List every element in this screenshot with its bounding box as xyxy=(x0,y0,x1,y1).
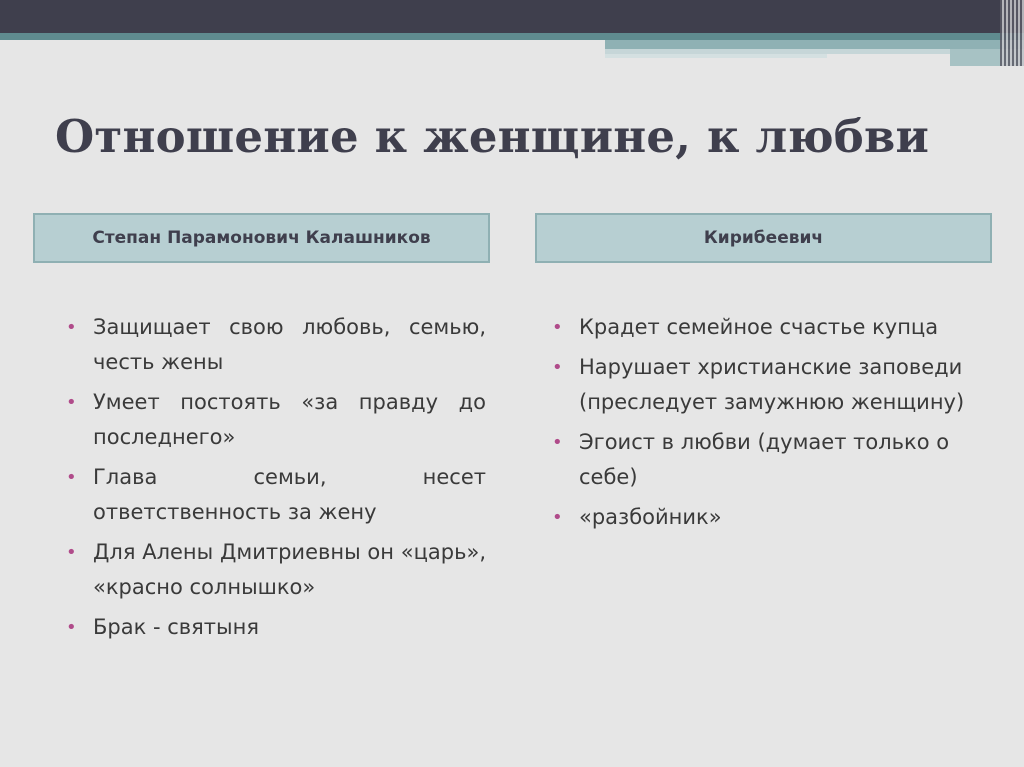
column-header-kalashnikov xyxy=(33,213,490,263)
list-item-text: Для Алены Дмитриевны он «царь», «красно солнышко» xyxy=(93,540,486,599)
list-item-text: Брак - святыня xyxy=(93,615,259,639)
bullet-icon: • xyxy=(66,392,77,413)
list-item xyxy=(552,310,992,345)
top-decor-bar-teal-light xyxy=(605,40,1024,49)
list-item-text: Нарушает христианские заповеди (преследует замужнюю женщину) xyxy=(579,355,965,414)
bullet-icon: • xyxy=(66,317,77,338)
bullet-icon: • xyxy=(66,617,77,638)
column-header-label: Степан Парамонович Калашников xyxy=(92,228,431,248)
bullet-icon: • xyxy=(552,317,563,338)
top-right-stripes xyxy=(1000,0,1024,66)
bullet-icon: • xyxy=(552,507,563,528)
list-item xyxy=(66,610,486,645)
list-item xyxy=(66,310,486,380)
slide-title: Отношение к женщине, к любви xyxy=(55,110,930,163)
list-item-text: Эгоист в любви (думает только о себе) xyxy=(579,430,950,489)
list-item xyxy=(66,385,486,455)
list-item xyxy=(552,500,992,535)
column-header-label: Кирибеевич xyxy=(703,228,824,248)
bullet-icon: • xyxy=(552,432,563,453)
top-decor-bar-teal xyxy=(0,33,1024,40)
top-decor-bar-dark xyxy=(0,0,1024,33)
list-item-text: Умеет постоять «за правду до последнего» xyxy=(93,390,486,449)
bullet-list-kiribeevich xyxy=(552,310,992,540)
bullet-list-kalashnikov xyxy=(66,310,486,650)
list-item xyxy=(552,350,992,420)
list-item xyxy=(66,535,486,605)
list-item-text: Крадет семейное счастье купца xyxy=(579,315,939,339)
list-item xyxy=(552,425,992,495)
bullet-icon: • xyxy=(66,542,77,563)
column-header-kiribeevich xyxy=(535,213,992,263)
bullet-icon: • xyxy=(552,357,563,378)
list-item-text: Глава семьи, несет ответственность за жену xyxy=(93,465,486,524)
list-item-text: «разбойник» xyxy=(579,505,722,529)
list-item-text: Защищает свою любовь, семью, честь жены xyxy=(93,315,486,374)
top-decor-bar-light-2 xyxy=(605,54,827,58)
bullet-icon: • xyxy=(66,467,77,488)
list-item xyxy=(66,460,486,530)
